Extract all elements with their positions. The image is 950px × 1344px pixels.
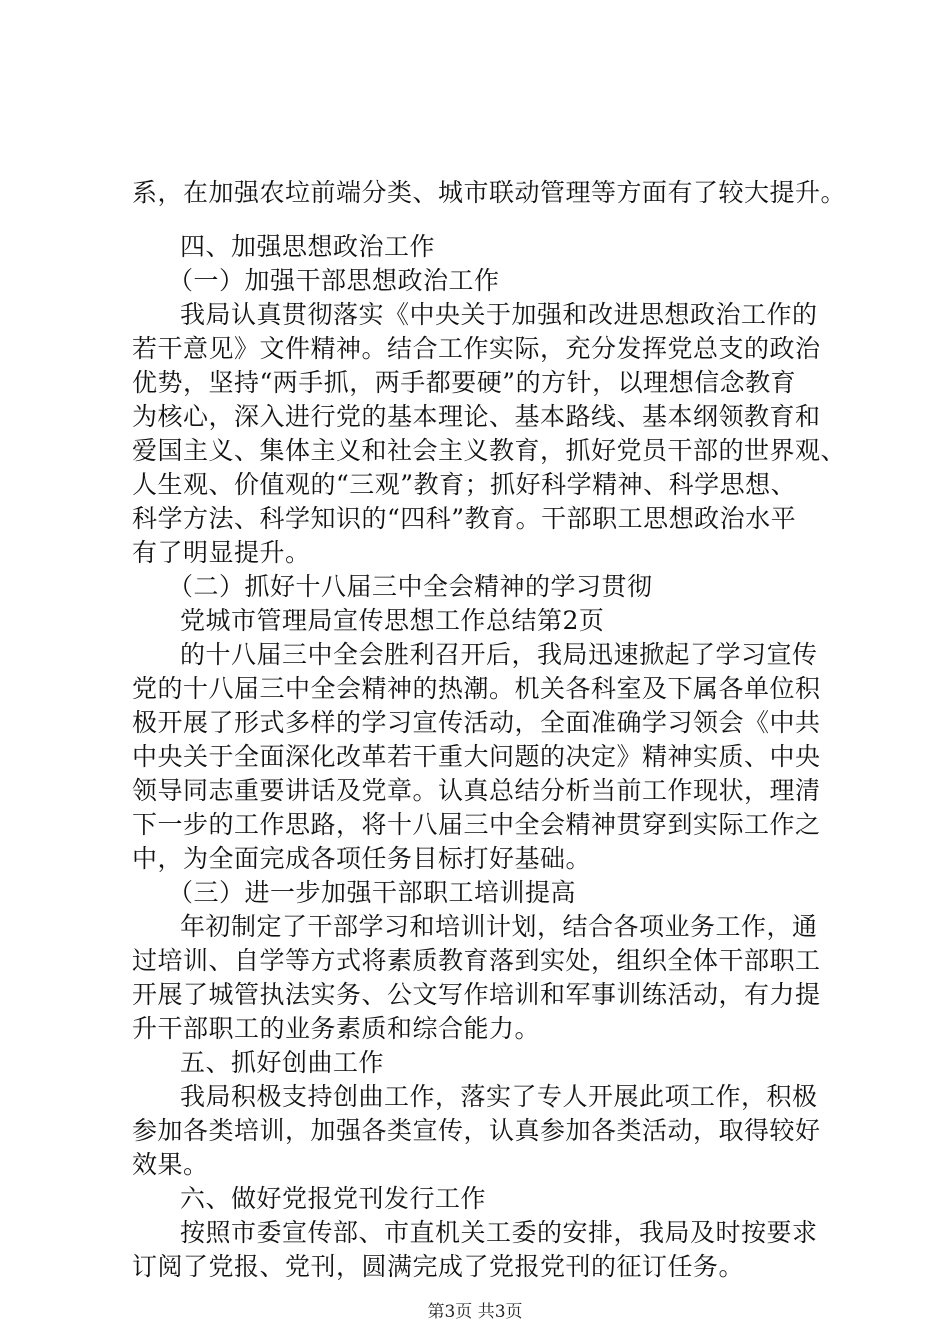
subsection-heading: （二）抓好十八届三中全会精神的学习贯彻 xyxy=(168,572,653,601)
paragraph-line: 效果。 xyxy=(132,1150,209,1179)
paragraph-line: 升干部职工的业务素质和综合能力。 xyxy=(132,1014,541,1043)
paragraph-line: 人生观、价值观的“三观”教育；抓好科学精神、科学思想、 xyxy=(132,470,797,499)
page-footer: 第3页 共3页 xyxy=(427,1302,523,1322)
paragraph-line: 年初制定了干部学习和培训计划，结合各项业务工作，通 xyxy=(180,912,818,941)
paragraph-line: 科学方法、科学知识的“四科”教育。干部职工思想政治水平 xyxy=(132,504,797,533)
paragraph-line: 过培训、自学等方式将素质教育落到实处，组织全体干部职工 xyxy=(132,946,821,975)
section-heading: 四、加强思想政治工作 xyxy=(180,232,436,261)
paragraph-line: 参加各类培训，加强各类宣传，认真参加各类活动，取得较好 xyxy=(132,1116,821,1145)
paragraph-line: 的十八届三中全会胜利召开后，我局迅速掀起了学习宣传 xyxy=(180,640,818,669)
subsection-heading: （三）进一步加强干部职工培训提高 xyxy=(168,878,577,907)
section-heading: 五、抓好创曲工作 xyxy=(180,1048,385,1077)
paragraph-line: 有了明显提升。 xyxy=(132,538,311,567)
paragraph-line: 我局认真贯彻落实《中央关于加强和改进思想政治工作的 xyxy=(180,300,818,329)
paragraph-line: 订阅了党报、党刊，圆满完成了党报党刊的征订任务。 xyxy=(132,1252,745,1281)
paragraph-line: 极开展了形式多样的学习宣传活动，全面准确学习领会《中共 xyxy=(132,708,821,737)
page-title-line: 党城市管理局宣传思想工作总结第2页 xyxy=(180,606,605,635)
paragraph-line: 下一步的工作思路，将十八届三中全会精神贯穿到实际工作之 xyxy=(132,810,821,839)
paragraph-line: 中，为全面完成各项任务目标打好基础。 xyxy=(132,844,592,873)
paragraph-line: 党的十八届三中全会精神的热潮。机关各科室及下属各单位积 xyxy=(132,674,821,703)
paragraph-line: 优势，坚持“两手抓，两手都要硬”的方针，以理想信念教育 xyxy=(132,368,797,397)
paragraph-line: 按照市委宣传部、市直机关工委的安排，我局及时按要求 xyxy=(180,1218,818,1247)
subsection-heading: （一）加强干部思想政治工作 xyxy=(168,266,500,295)
paragraph-line: 系，在加强农垃前端分类、城市联动管理等方面有了较大提升。 xyxy=(132,178,847,207)
paragraph-line: 领导同志重要讲话及党章。认真总结分析当前工作现状，理清 xyxy=(132,776,821,805)
paragraph-line: 若干意见》文件精神。结合工作实际，充分发挥党总支的政治 xyxy=(132,334,821,363)
paragraph-line: 爱国主义、集体主义和社会主义教育，抓好党员干部的世界观、 xyxy=(132,436,847,465)
paragraph-line: 中央关于全面深化改革若干重大问题的决定》精神实质、中央 xyxy=(132,742,821,771)
paragraph-line: 为核心，深入进行党的基本理论、基本路线、基本纲领教育和 xyxy=(132,402,821,431)
paragraph-line: 开展了城管执法实务、公文写作培训和军事训练活动，有力提 xyxy=(132,980,821,1009)
section-heading: 六、做好党报党刊发行工作 xyxy=(180,1184,487,1213)
paragraph-line: 我局积极支持创曲工作，落实了专人开展此项工作，积极 xyxy=(180,1082,818,1111)
